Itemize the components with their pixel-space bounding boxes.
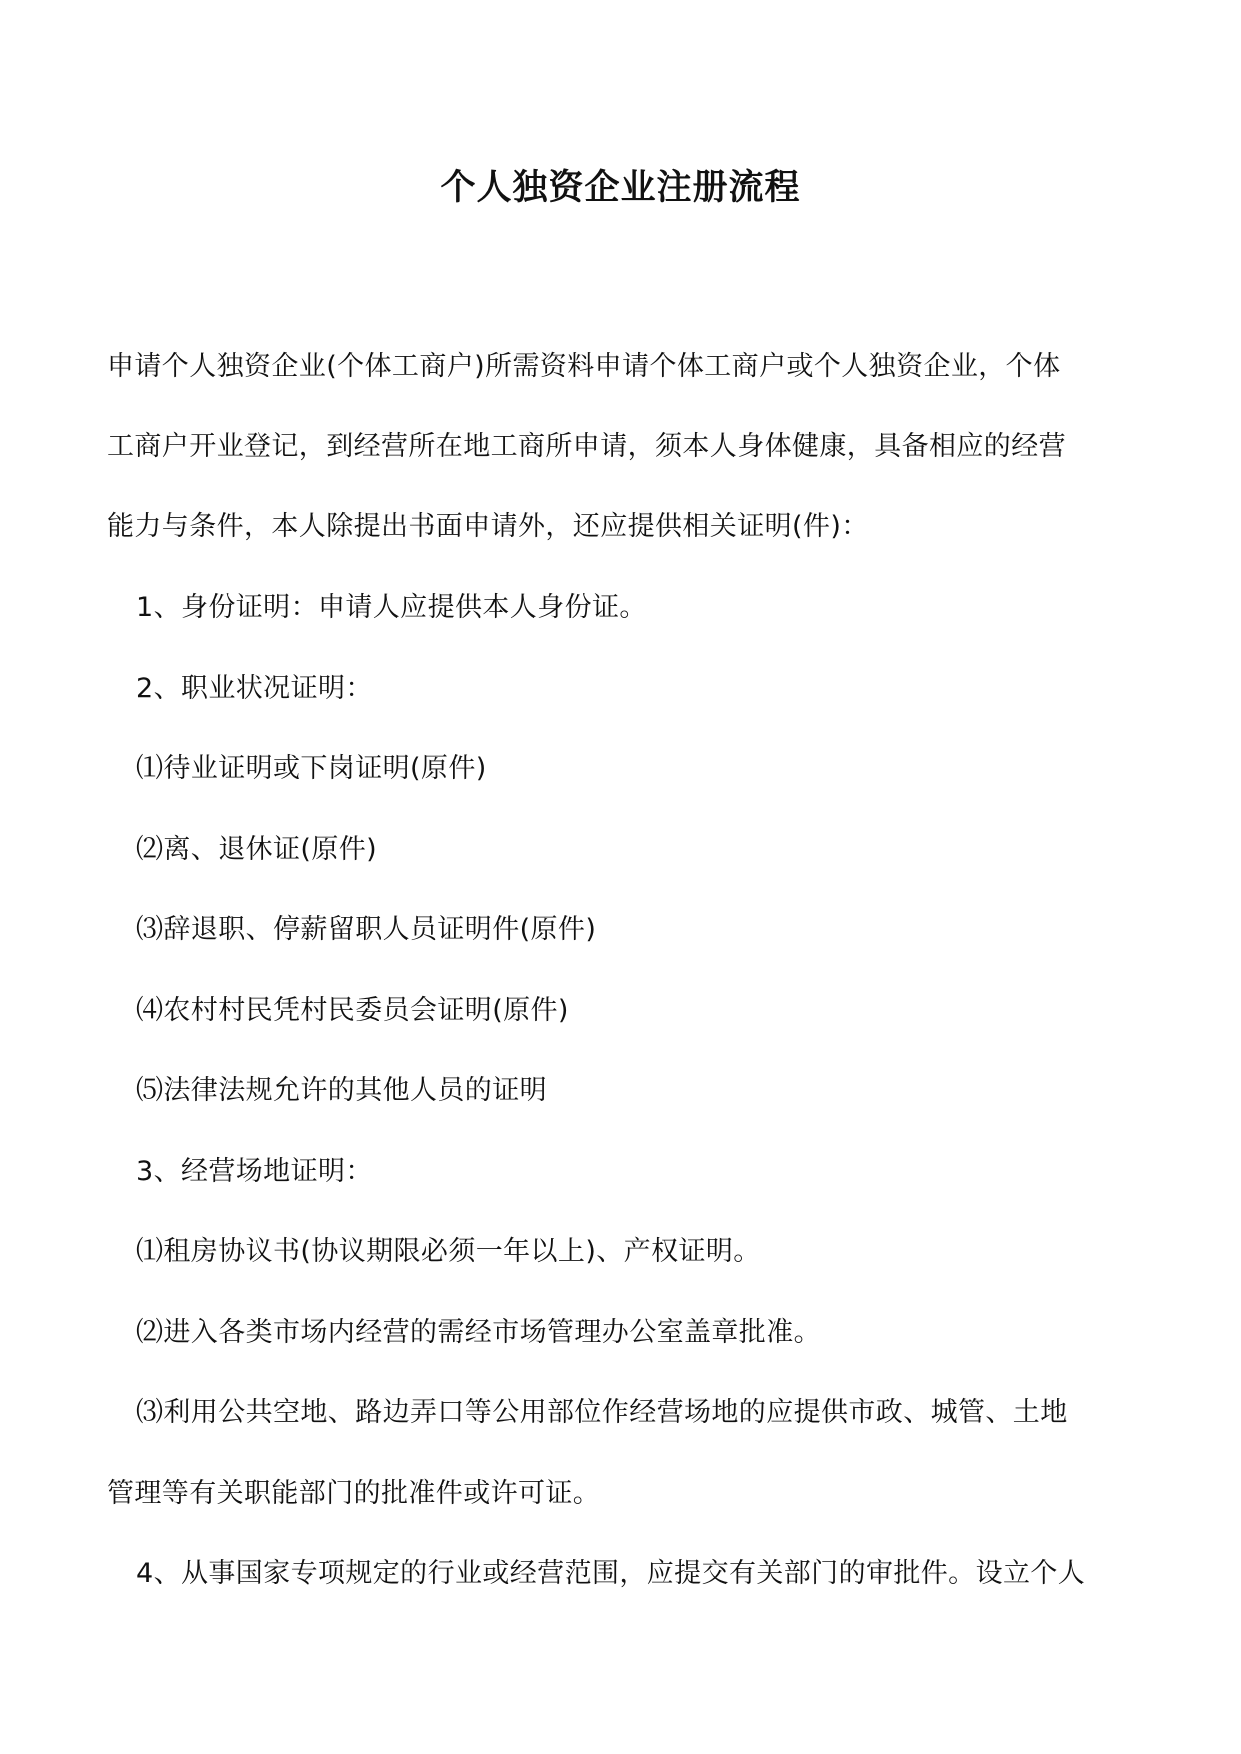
subitem-2-3: ⑶辞退职、停薪留职人员证明件(原件) xyxy=(136,914,597,945)
subitem-2-5: ⑸法律法规允许的其他人员的证明 xyxy=(136,1075,547,1106)
item-1-identity: 1、身份证明：申请人应提供本人身份证。 xyxy=(136,592,647,623)
item-2-occupation: 2、职业状况证明： xyxy=(136,673,373,704)
subitem-3-3-line-1: ⑶利用公共空地、路边弄口等公用部位作经营场地的应提供市政、城管、土地 xyxy=(136,1397,1068,1428)
subitem-2-4: ⑷农村村民凭村民委员会证明(原件) xyxy=(136,995,569,1026)
subitem-2-2: ⑵离、退休证(原件) xyxy=(136,834,378,865)
subitem-3-3-line-2: 管理等有关职能部门的批准件或许可证。 xyxy=(107,1478,601,1509)
paragraph-intro-line-2: 工商户开业登记，到经营所在地工商所申请，须本人身体健康，具备相应的经营 xyxy=(107,431,1066,462)
subitem-2-1: ⑴待业证明或下岗证明(原件) xyxy=(136,753,487,784)
paragraph-intro-line-1: 申请个人独资企业(个体工商户)所需资料申请个体工商户或个人独资企业，个体 xyxy=(107,351,1061,382)
item-3-premises: 3、经营场地证明： xyxy=(136,1156,373,1187)
item-4-approval: 4、从事国家专项规定的行业或经营范围，应提交有关部门的审批件。设立个人 xyxy=(136,1558,1086,1589)
paragraph-intro-line-3: 能力与条件，本人除提出书面申请外，还应提供相关证明(件)： xyxy=(107,511,869,542)
subitem-3-2: ⑵进入各类市场内经营的需经市场管理办公室盖章批准。 xyxy=(136,1317,821,1348)
document-title: 个人独资企业注册流程 xyxy=(440,167,801,208)
subitem-3-1: ⑴租房协议书(协议期限必须一年以上)、产权证明。 xyxy=(136,1236,761,1267)
